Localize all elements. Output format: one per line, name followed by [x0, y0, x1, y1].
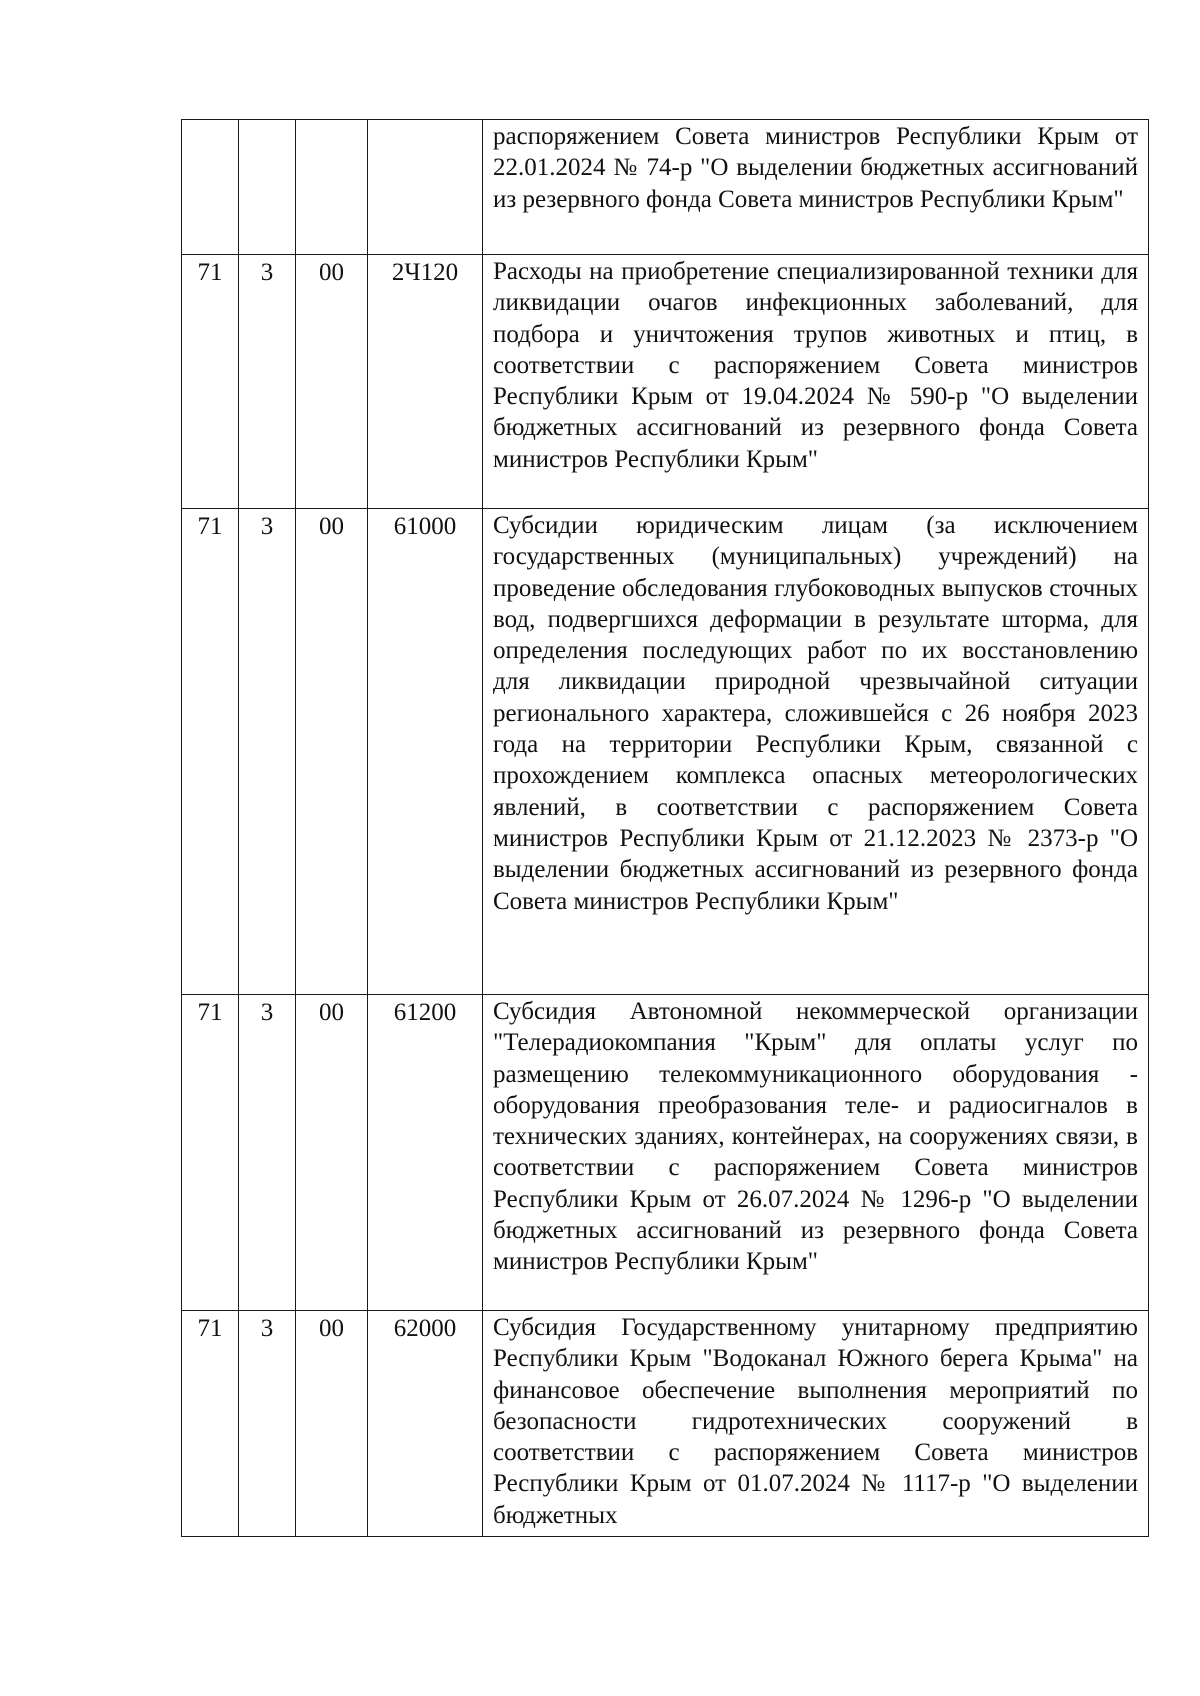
table-row [182, 1311, 1149, 1537]
table-row [182, 509, 1149, 995]
table-row [182, 120, 1149, 255]
subprogram-code-cell [239, 120, 296, 255]
table-row [182, 995, 1149, 1311]
description-cell: Субсидия Государственному унитарному предприятию Республики Крым "Водоканал Южного берега Крыма" на финансовое обеспечение выполнения мероприятий по безопасности гидротехнических сооружений в соответствии с распоряжением Совета министров Республики Крым от 01.07.2024 № 1117-р "О выделении бюджетных [483, 1311, 1149, 1537]
table-row [182, 255, 1149, 509]
subprogram-code-cell: 3 [239, 509, 296, 995]
main-event-code-cell: 00 [296, 1311, 368, 1537]
program-code-cell: 71 [182, 509, 239, 995]
main-event-code-cell [296, 120, 368, 255]
budget-code-table [181, 119, 1149, 1537]
main-event-code-cell: 00 [296, 255, 368, 509]
direction-code-cell: 2Ч120 [368, 255, 483, 509]
description-cell: Субсидии юридическим лицам (за исключением государственных (муниципальных) учреждений) на проведение обследования глубоководных выпусков сточных вод, подвергшихся деформации в результате шторма, для определения последующих работ по их восстановлению для ликвидации природной чрезвычайной ситуации регионального характера, сложившейся с 26 ноября 2023 года на территории Республики Крым, связанной с прохождением комплекса опасных метеорологических явлений, в соответствии с распоряжением Совета министров Республики Крым от 21.12.2023 № 2373-р "О выделении бюджетных ассигнований из резервного фонда Совета министров Республики Крым" [483, 509, 1149, 995]
subprogram-code-cell: 3 [239, 255, 296, 509]
direction-code-cell [368, 120, 483, 255]
description-cell: распоряжением Совета министров Республики Крым от 22.01.2024 № 74-р "О выделении бюджетных ассигнований из резервного фонда Совета министров Республики Крым" [483, 120, 1149, 255]
program-code-cell: 71 [182, 255, 239, 509]
direction-code-cell: 61200 [368, 995, 483, 1311]
program-code-cell: 71 [182, 995, 239, 1311]
main-event-code-cell: 00 [296, 509, 368, 995]
main-event-code-cell: 00 [296, 995, 368, 1311]
program-code-cell: 71 [182, 1311, 239, 1537]
direction-code-cell: 62000 [368, 1311, 483, 1537]
program-code-cell [182, 120, 239, 255]
description-cell: Расходы на приобретение специализированной техники для ликвидации очагов инфекционных заболеваний, для подбора и уничтожения трупов животных и птиц, в соответствии с распоряжением Совета министров Республики Крым от 19.04.2024 № 590-р "О выделении бюджетных ассигнований из резервного фонда Совета министров Республики Крым" [483, 255, 1149, 509]
description-cell: Субсидия Автономной некоммерческой организации "Телерадиокомпания "Крым" для оплаты услуг по размещению телекоммуникационного оборудования - оборудования преобразования теле- и радиосигналов в технических зданиях, контейнерах, на сооружениях связи, в соответствии с распоряжением Совета министров Республики Крым от 26.07.2024 № 1296-р "О выделении бюджетных ассигнований из резервного фонда Совета министров Республики Крым" [483, 995, 1149, 1311]
subprogram-code-cell: 3 [239, 995, 296, 1311]
subprogram-code-cell: 3 [239, 1311, 296, 1537]
direction-code-cell: 61000 [368, 509, 483, 995]
